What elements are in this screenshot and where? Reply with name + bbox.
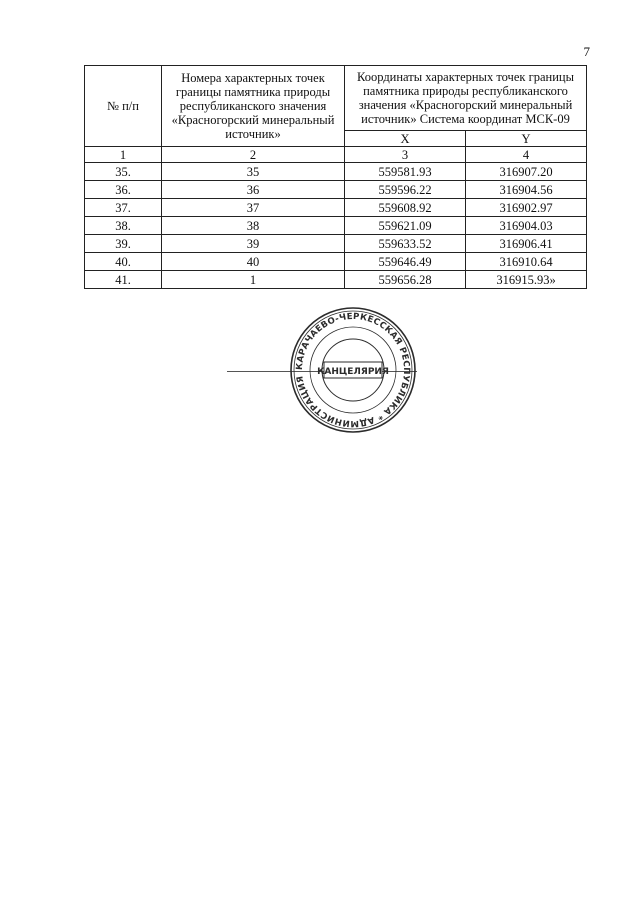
table-row [85,163,587,181]
cell-no: 41. [85,271,162,289]
header-coordinates: Координаты характерных точек границы памятника природы республиканского значения «Красногорский минеральный источник» Система координат МСК-09 [345,66,587,131]
cell-y: 316907.20 [466,163,587,181]
cell-point: 35 [162,163,345,181]
cell-x: 559646.49 [345,253,466,271]
cell-y: 316902.97 [466,199,587,217]
cell-x: 559621.09 [345,217,466,235]
table-row [85,181,587,199]
cell-point: 36 [162,181,345,199]
cell-no: 36. [85,181,162,199]
header-x: X [345,131,466,147]
index-cell: 3 [345,147,466,163]
cell-y: 316906.41 [466,235,587,253]
table-row [85,217,587,235]
cell-point: 1 [162,271,345,289]
header-points: Номера характерных точек границы памятника природы республиканского значения «Красногорский минеральный источник» [162,66,345,147]
cell-point: 37 [162,199,345,217]
index-cell: 4 [466,147,587,163]
cell-y: 316904.56 [466,181,587,199]
table-row [85,199,587,217]
cell-point: 38 [162,217,345,235]
cell-no: 39. [85,235,162,253]
stamp-seal-icon [288,305,418,435]
cell-no: 38. [85,217,162,235]
table-row [85,271,587,289]
page-number: 7 [583,44,590,59]
cell-x: 559581.93 [345,163,466,181]
index-cell: 2 [162,147,345,163]
coordinates-table [84,65,587,289]
cell-x: 559633.52 [345,235,466,253]
index-row [85,147,587,163]
cell-y: 316915.93» [466,271,587,289]
stamp-center-text: КАНЦЕЛЯРИЯ [317,367,389,377]
cell-x: 559656.28 [345,271,466,289]
cell-no: 37. [85,199,162,217]
cell-point: 40 [162,253,345,271]
cell-y: 316910.64 [466,253,587,271]
cell-no: 40. [85,253,162,271]
stamp-outer-text: КАРАЧАЕВО-ЧЕРКЕССКАЯ РЕСПУБЛИКА * АДМИНИСТРАЦИЯ [294,311,412,429]
index-cell: 1 [85,147,162,163]
table-row [85,235,587,253]
header-number: № п/п [85,66,162,147]
cell-y: 316904.03 [466,217,587,235]
cell-no: 35. [85,163,162,181]
official-stamp [288,305,418,435]
header-y: Y [466,131,587,147]
table-row [85,253,587,271]
cell-point: 39 [162,235,345,253]
cell-x: 559608.92 [345,199,466,217]
cell-x: 559596.22 [345,181,466,199]
